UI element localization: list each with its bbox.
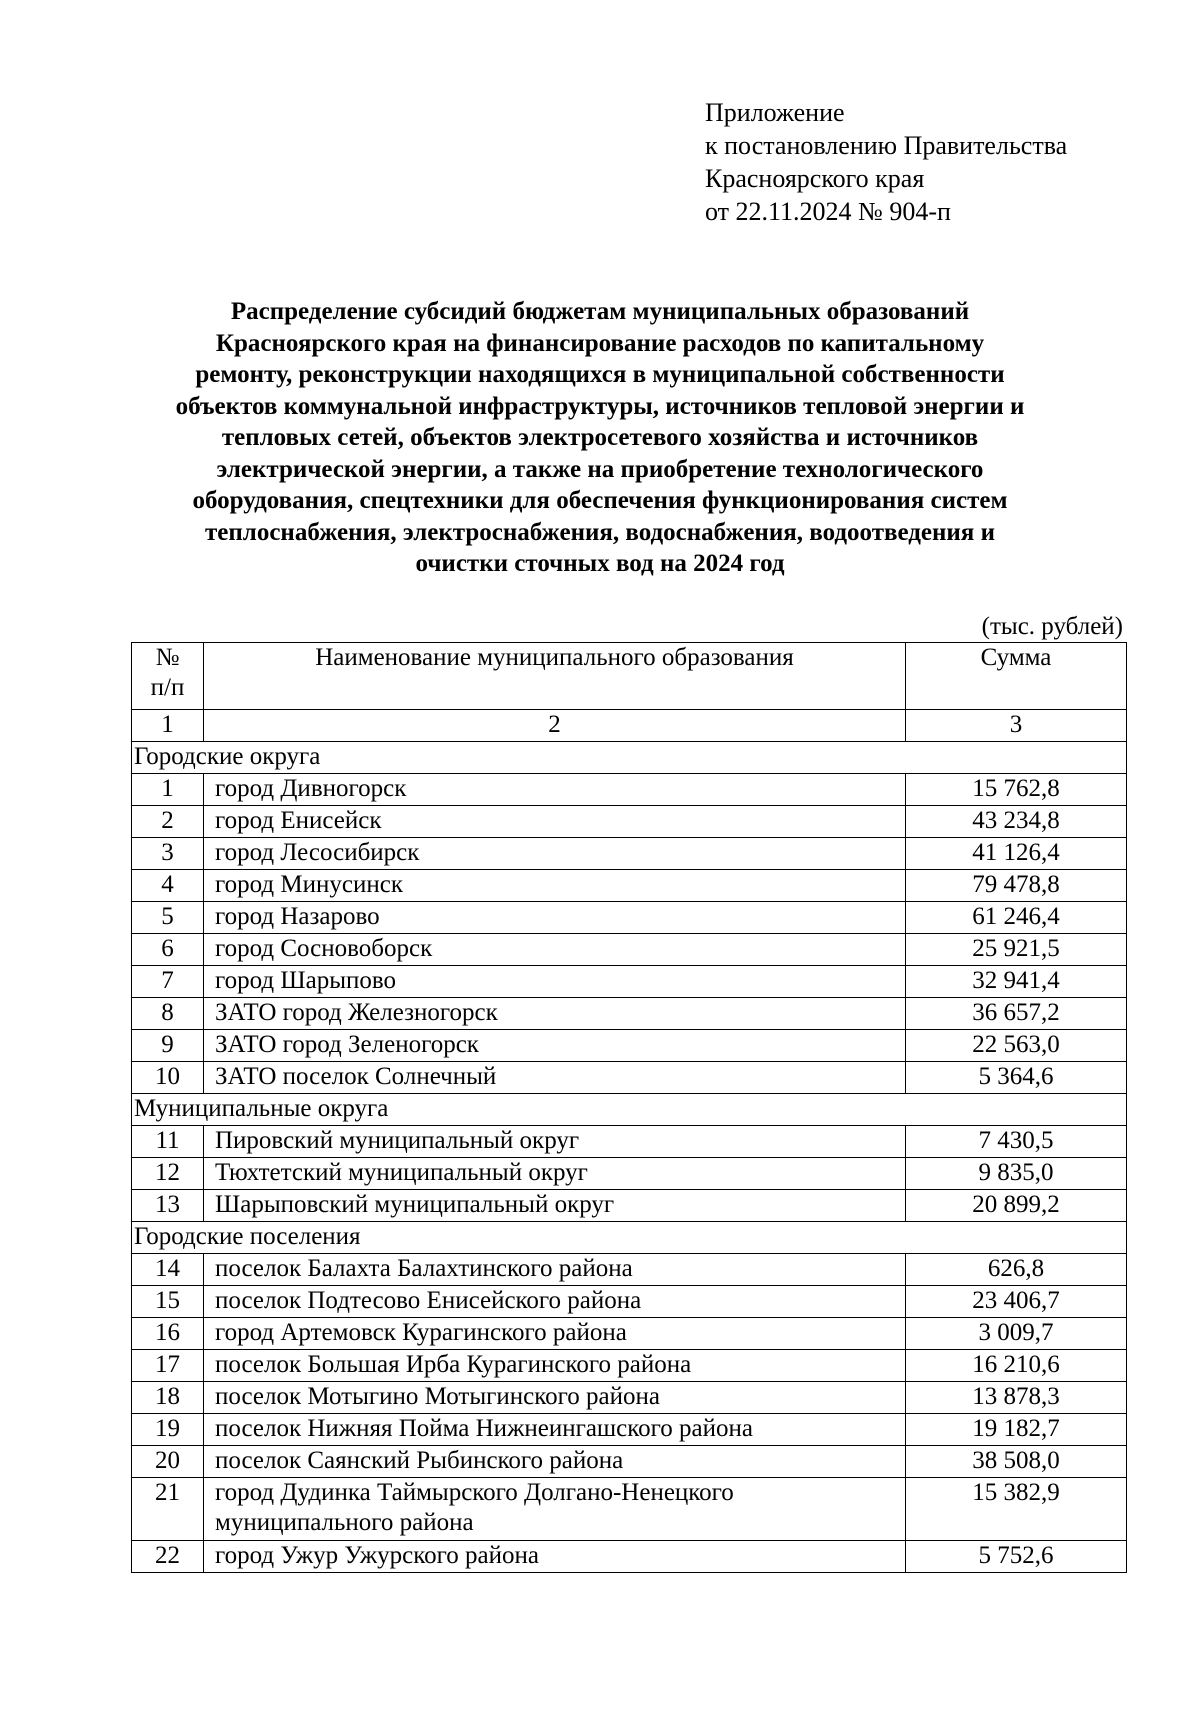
title-line: ремонту, реконструкции находящихся в муниципальной собственности (195, 361, 1005, 388)
subsidy-amount: 61 246,4 (906, 902, 1127, 934)
table-row (132, 1126, 1127, 1158)
table-row (132, 1062, 1127, 1094)
row-number: 18 (132, 1382, 204, 1414)
row-number: 9 (132, 1030, 204, 1062)
subsidy-amount: 38 508,0 (906, 1446, 1127, 1478)
municipality-name (204, 1478, 906, 1541)
table-row (132, 1414, 1127, 1446)
column-number: 3 (906, 710, 1127, 742)
subsidy-amount: 15 762,8 (906, 774, 1127, 806)
column-number: 2 (204, 710, 906, 742)
subsidy-amount: 5 752,6 (906, 1541, 1127, 1573)
municipality-name: город Енисейск (204, 806, 906, 838)
municipality-name: поселок Саянский Рыбинского района (204, 1446, 906, 1478)
table-row (132, 1158, 1127, 1190)
municipality-name: город Дивногорск (204, 774, 906, 806)
row-number: 8 (132, 998, 204, 1030)
title-line: электрической энергии, а также на приобретение технологического (216, 455, 984, 483)
row-number: 22 (132, 1541, 204, 1573)
row-number: 19 (132, 1414, 204, 1446)
subsidy-amount: 9 835,0 (906, 1158, 1127, 1190)
table-row (132, 1030, 1127, 1062)
municipality-name: ЗАТО поселок Солнечный (204, 1062, 906, 1094)
section-row (132, 1222, 1127, 1254)
row-number: 10 (132, 1062, 204, 1094)
municipality-name-line: муниципального района (215, 1509, 474, 1536)
subsidy-amount: 13 878,3 (906, 1382, 1127, 1414)
approval-line: Красноярского края (705, 164, 925, 193)
subsidy-amount: 43 234,8 (906, 806, 1127, 838)
table-row (132, 806, 1127, 838)
municipality-name-line: город Дудинка Таймырского Долгано-Ненецкого (215, 1479, 734, 1506)
table-row (132, 1286, 1127, 1318)
row-number: 15 (132, 1286, 204, 1318)
municipality-name: ЗАТО город Зеленогорск (204, 1030, 906, 1062)
table-row (132, 1318, 1127, 1350)
row-number: 11 (132, 1126, 204, 1158)
subsidy-amount: 19 182,7 (906, 1414, 1127, 1446)
table-row (132, 998, 1127, 1030)
table-row (132, 838, 1127, 870)
municipality-name: город Лесосибирск (204, 838, 906, 870)
subsidy-amount: 20 899,2 (906, 1190, 1127, 1222)
municipality-name: город Шарыпово (204, 966, 906, 998)
subsidy-amount: 41 126,4 (906, 838, 1127, 870)
approval-block (705, 96, 1067, 228)
section-title: Городские поселения (132, 1222, 1127, 1254)
row-number: 3 (132, 838, 204, 870)
subsidy-amount: 5 364,6 (906, 1062, 1127, 1094)
row-number: 14 (132, 1254, 204, 1286)
row-number: 17 (132, 1350, 204, 1382)
table-row (132, 1190, 1127, 1222)
row-number: 4 (132, 870, 204, 902)
municipality-name: поселок Нижняя Пойма Нижнеингашского района (204, 1414, 906, 1446)
municipality-name: город Сосновоборск (204, 934, 906, 966)
subsidy-amount: 3 009,7 (906, 1318, 1127, 1350)
municipality-name: город Назарово (204, 902, 906, 934)
municipality-name: поселок Балахта Балахтинского района (204, 1254, 906, 1286)
title-line: оборудования, спецтехники для обеспечения функционирования систем (192, 487, 1008, 514)
header-number-cell (132, 643, 204, 710)
table-row (132, 1478, 1127, 1541)
row-number: 21 (132, 1478, 204, 1541)
subsidy-amount: 79 478,8 (906, 870, 1127, 902)
section-title: Городские округа (132, 742, 1127, 774)
column-number-row (132, 710, 1127, 742)
table-row (132, 870, 1127, 902)
row-number: 16 (132, 1318, 204, 1350)
section-row (132, 742, 1127, 774)
municipality-name: город Ужур Ужурского района (204, 1541, 906, 1573)
title-line: теплоснабжения, электроснабжения, водоснабжения, водоотведения и (205, 518, 995, 546)
municipality-name: Шарыповский муниципальный округ (204, 1190, 906, 1222)
subsidy-amount: 7 430,5 (906, 1126, 1127, 1158)
approval-date-number: от 22.11.2024 № 904-п (705, 197, 951, 226)
municipality-name: ЗАТО город Железногорск (204, 998, 906, 1030)
column-number: 1 (132, 710, 204, 742)
subsidy-amount: 22 563,0 (906, 1030, 1127, 1062)
table-row (132, 966, 1127, 998)
subsidy-amount: 36 657,2 (906, 998, 1127, 1030)
municipality-name: город Артемовск Курагинского района (204, 1318, 906, 1350)
title-line: Красноярского края на финансирование расходов по капитальному (215, 329, 985, 357)
municipality-name: Тюхтетский муниципальный округ (204, 1158, 906, 1190)
subsidy-amount: 23 406,7 (906, 1286, 1127, 1318)
header-number-symbol: № (155, 644, 180, 671)
header-name-cell: Наименование муниципального образования (204, 643, 906, 710)
municipality-name: поселок Мотыгино Мотыгинского района (204, 1382, 906, 1414)
table-row (132, 1541, 1127, 1573)
approval-line: Приложение (705, 98, 845, 127)
table-row (132, 934, 1127, 966)
table-row (132, 1254, 1127, 1286)
table-row (132, 902, 1127, 934)
row-number: 5 (132, 902, 204, 934)
municipality-name: Пировский муниципальный округ (204, 1126, 906, 1158)
table-row (132, 774, 1127, 806)
subsidy-amount: 32 941,4 (906, 966, 1127, 998)
header-number-abbrev: п/п (150, 674, 185, 701)
header-sum-cell: Сумма (906, 643, 1127, 710)
title-line: тепловых сетей, объектов электросетевого хозяйства и источников (221, 424, 979, 451)
subsidy-table (131, 642, 1127, 1573)
municipality-name: поселок Подтесово Енисейского района (204, 1286, 906, 1318)
title-line: объектов коммунальной инфраструктуры, источников тепловой энергии и (175, 392, 1025, 420)
table-row (132, 1382, 1127, 1414)
row-number: 12 (132, 1158, 204, 1190)
table-header-row (132, 643, 1127, 710)
row-number: 6 (132, 934, 204, 966)
row-number: 2 (132, 806, 204, 838)
row-number: 1 (132, 774, 204, 806)
subsidy-amount: 626,8 (906, 1254, 1127, 1286)
subsidy-amount: 25 921,5 (906, 934, 1127, 966)
title-line: Распределение субсидий бюджетам муниципальных образований (230, 298, 970, 325)
section-row (132, 1094, 1127, 1126)
units-label: (тыс. рублей) (981, 613, 1123, 640)
row-number: 13 (132, 1190, 204, 1222)
subsidy-amount: 15 382,9 (906, 1478, 1127, 1541)
municipality-name: город Минусинск (204, 870, 906, 902)
municipality-name: поселок Большая Ирба Курагинского района (204, 1350, 906, 1382)
table-row (132, 1446, 1127, 1478)
section-title: Муниципальные округа (132, 1094, 1127, 1126)
approval-line: к постановлению Правительства (705, 131, 1068, 160)
subsidy-amount: 16 210,6 (906, 1350, 1127, 1382)
table-row (132, 1350, 1127, 1382)
row-number: 20 (132, 1446, 204, 1478)
title-line: очистки сточных вод на 2024 год (415, 550, 785, 577)
document-title (100, 296, 1100, 580)
row-number: 7 (132, 966, 204, 998)
